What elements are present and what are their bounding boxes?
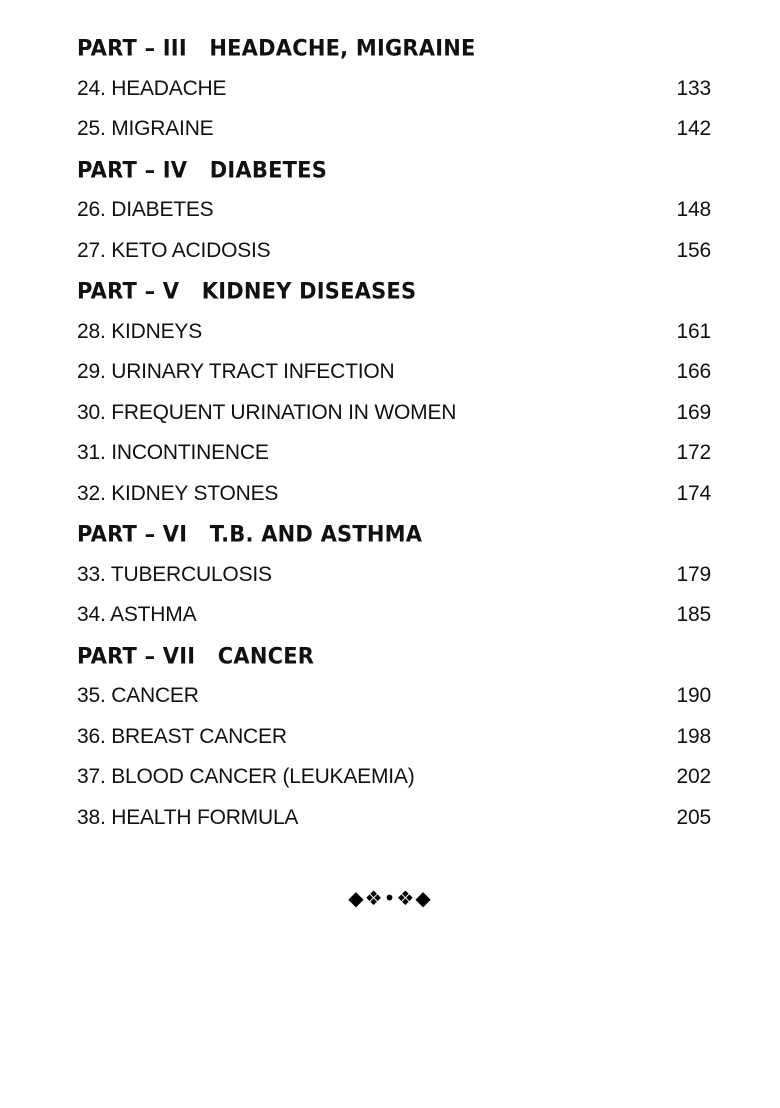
toc-entry bbox=[77, 231, 711, 272]
part-heading: PART – VII CANCER bbox=[77, 642, 315, 669]
toc-entry bbox=[77, 555, 711, 596]
page-number: 148 bbox=[676, 198, 711, 221]
toc-entry bbox=[77, 69, 711, 110]
ornament-divider: ◆❖•❖◆ bbox=[348, 886, 432, 910]
toc-entry bbox=[77, 676, 711, 717]
page-number: 198 bbox=[676, 724, 711, 748]
toc-entry bbox=[77, 595, 711, 636]
chapter-title: 30. FREQUENT URINATION IN WOMEN bbox=[77, 400, 457, 424]
toc-entry bbox=[77, 109, 711, 150]
toc-entry bbox=[77, 474, 711, 515]
toc-entry bbox=[77, 190, 711, 231]
page-number: 142 bbox=[676, 117, 711, 140]
chapter-title: 37. BLOOD CANCER (LEUKAEMIA) bbox=[77, 765, 415, 788]
part-heading: PART – IV DIABETES bbox=[77, 156, 328, 183]
chapter-title: 29. URINARY TRACT INFECTION bbox=[77, 360, 395, 383]
toc-entry bbox=[77, 757, 711, 798]
page-number: 156 bbox=[676, 238, 711, 262]
page-number: 185 bbox=[676, 603, 711, 626]
toc-entry bbox=[77, 798, 711, 839]
page-number: 179 bbox=[676, 562, 711, 586]
chapter-title: 35. CANCER bbox=[77, 684, 199, 707]
page-number: 174 bbox=[676, 481, 711, 505]
chapter-title: 38. HEALTH FORMULA bbox=[77, 805, 299, 829]
toc-entry bbox=[77, 717, 711, 758]
part-heading: PART – V KIDNEY DISEASES bbox=[77, 278, 417, 304]
page-number: 169 bbox=[676, 400, 711, 424]
chapter-title: 31. INCONTINENCE bbox=[77, 441, 269, 464]
page-number: 172 bbox=[676, 441, 711, 464]
page-number: 202 bbox=[676, 765, 711, 788]
chapter-title: 33. TUBERCULOSIS bbox=[77, 562, 272, 586]
table-of-contents bbox=[77, 28, 711, 838]
toc-entry bbox=[77, 393, 711, 434]
toc-entry bbox=[77, 352, 711, 393]
page-number: 190 bbox=[676, 684, 711, 707]
page-number: 205 bbox=[676, 805, 711, 829]
toc-entry bbox=[77, 433, 711, 474]
page-number: 161 bbox=[676, 319, 711, 343]
page-number: 133 bbox=[676, 76, 711, 100]
page-number: 166 bbox=[676, 360, 711, 383]
chapter-title: 34. ASTHMA bbox=[77, 603, 197, 626]
chapter-title: 24. HEADACHE bbox=[77, 76, 227, 100]
chapter-title: 25. MIGRAINE bbox=[77, 117, 214, 140]
part-heading: PART – VI T.B. AND ASTHMA bbox=[77, 521, 423, 547]
chapter-title: 28. KIDNEYS bbox=[77, 319, 203, 343]
chapter-title: 36. BREAST CANCER bbox=[77, 724, 287, 748]
chapter-title: 32. KIDNEY STONES bbox=[77, 481, 279, 505]
part-heading: PART – III HEADACHE, MIGRAINE bbox=[77, 35, 476, 61]
toc-entry bbox=[77, 312, 711, 353]
chapter-title: 27. KETO ACIDOSIS bbox=[77, 238, 271, 262]
chapter-title: 26. DIABETES bbox=[77, 198, 214, 221]
